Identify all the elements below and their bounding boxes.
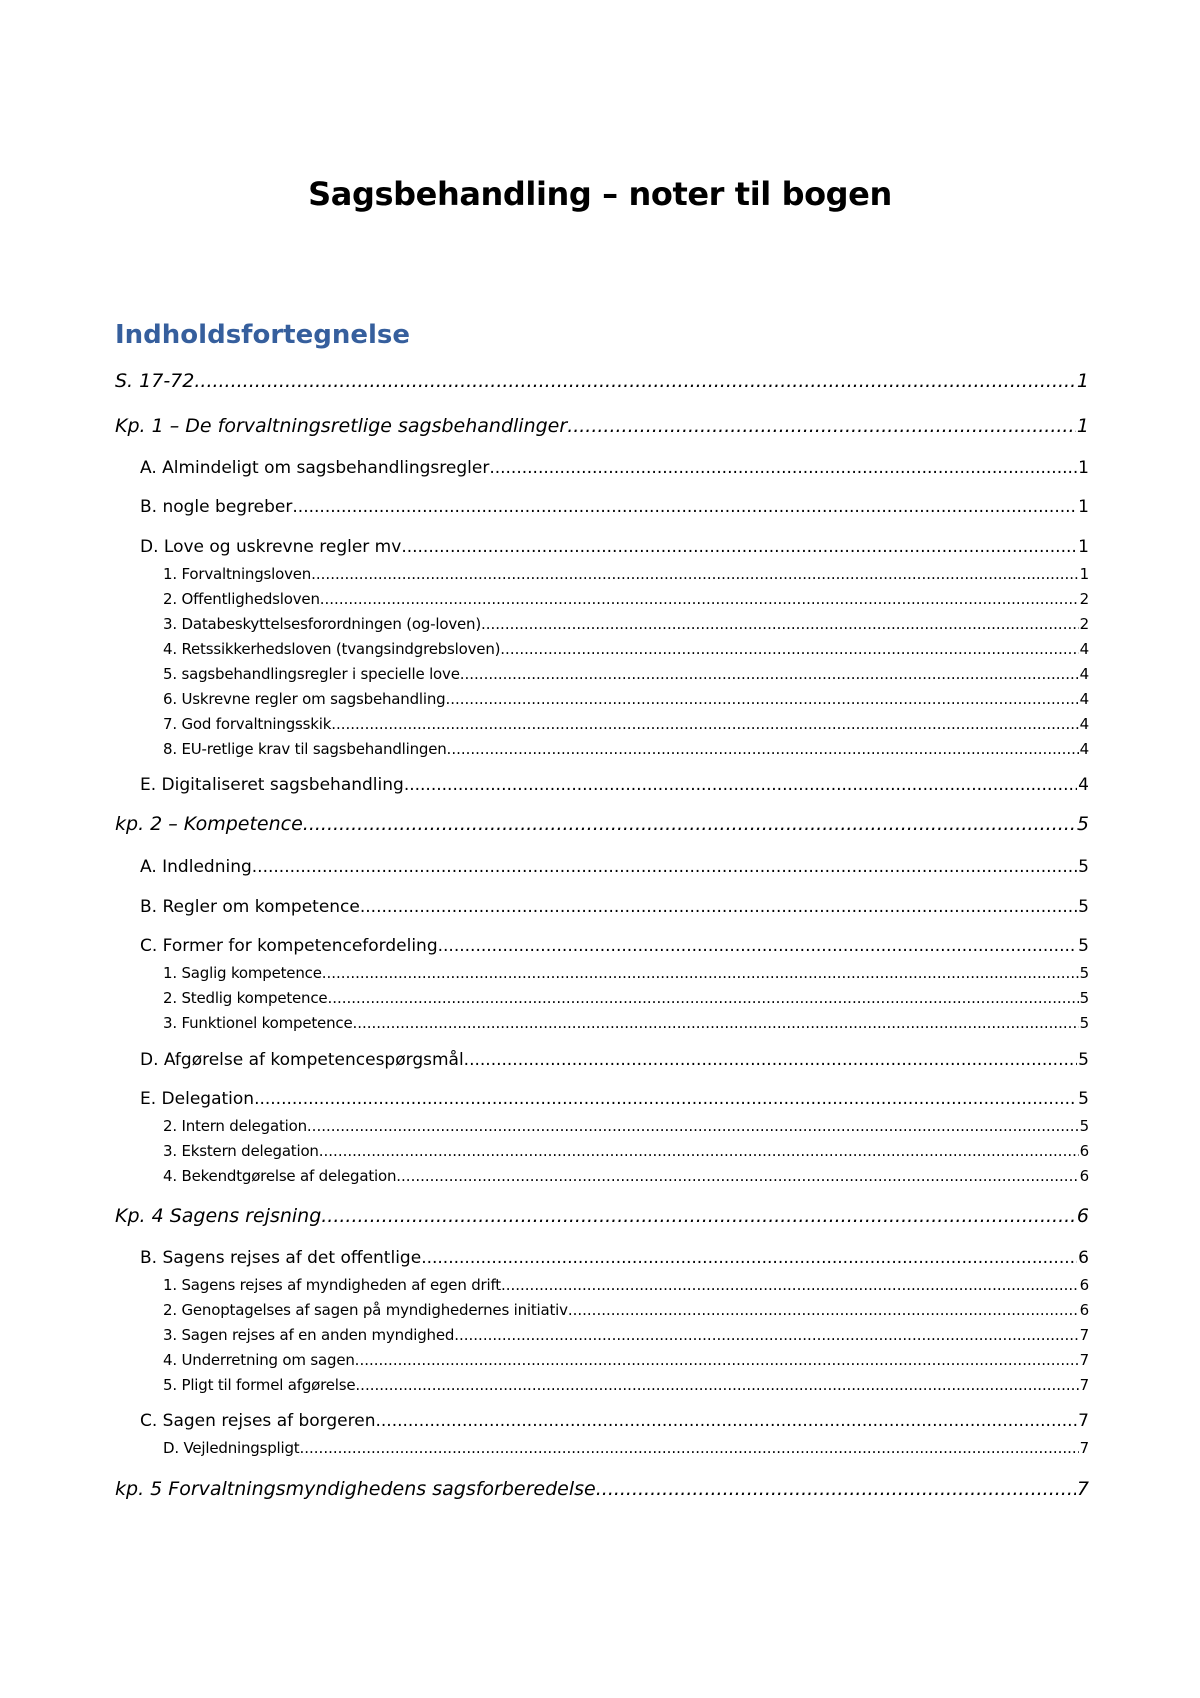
toc-entry[interactable] bbox=[115, 1476, 1089, 1502]
toc-page-number: 7 bbox=[1079, 1439, 1089, 1457]
toc-page-number: 5 bbox=[1079, 1014, 1089, 1032]
toc-leader-dots bbox=[355, 1374, 1078, 1396]
toc-leader-dots bbox=[568, 1299, 1079, 1321]
toc-page-number: 6 bbox=[1079, 1276, 1089, 1294]
toc-entry[interactable] bbox=[140, 1246, 1089, 1270]
toc-page-number: 1 bbox=[1076, 415, 1089, 437]
toc-leader-dots bbox=[303, 811, 1076, 837]
toc-entry[interactable] bbox=[115, 368, 1089, 394]
toc-leader-dots bbox=[404, 773, 1077, 797]
toc-leader-dots bbox=[375, 1409, 1077, 1433]
toc-leader-dots bbox=[307, 1115, 1079, 1137]
toc-entry-title: B. Regler om kompetence bbox=[140, 897, 360, 917]
toc-leader-dots bbox=[567, 413, 1076, 439]
toc-entry-title: 2. Stedlig kompetence bbox=[163, 989, 328, 1007]
toc-page-number: 1 bbox=[1079, 565, 1089, 583]
toc-entry-title: C. Former for kompetencefordeling bbox=[140, 936, 438, 956]
toc-entry-title: 7. God forvaltningsskik bbox=[163, 715, 332, 733]
toc-entry[interactable] bbox=[163, 1012, 1089, 1034]
toc-page-number: 1 bbox=[1078, 537, 1089, 557]
toc-entry-title: 4. Bekendtgørelse af delegation bbox=[163, 1167, 397, 1185]
toc-leader-dots bbox=[401, 535, 1077, 559]
toc-entry[interactable] bbox=[163, 713, 1089, 735]
toc-leader-dots bbox=[319, 1140, 1079, 1162]
toc-entry[interactable] bbox=[140, 495, 1089, 519]
toc-entry-title: E. Digitaliseret sagsbehandling bbox=[140, 775, 404, 795]
toc-entry-title: S. 17-72 bbox=[115, 370, 195, 392]
toc-page-number: 4 bbox=[1079, 690, 1089, 708]
toc-entry[interactable] bbox=[140, 855, 1089, 879]
toc-page-number: 4 bbox=[1079, 715, 1089, 733]
toc-entry-title: 3. Funktionel kompetence bbox=[163, 1014, 353, 1032]
toc-leader-dots bbox=[322, 962, 1079, 984]
toc-leader-dots bbox=[438, 934, 1078, 958]
toc-entry[interactable] bbox=[115, 1203, 1089, 1229]
toc-entry[interactable] bbox=[163, 1299, 1089, 1321]
toc-entry[interactable] bbox=[163, 1324, 1089, 1346]
toc-entry[interactable] bbox=[163, 638, 1089, 660]
toc-entry[interactable] bbox=[163, 1437, 1089, 1459]
toc-leader-dots bbox=[454, 1324, 1078, 1346]
toc-leader-dots bbox=[352, 1012, 1078, 1034]
toc-entry[interactable] bbox=[163, 987, 1089, 1009]
toc-entry[interactable] bbox=[140, 535, 1089, 559]
toc-page-number: 4 bbox=[1079, 640, 1089, 658]
toc-page-number: 6 bbox=[1079, 1142, 1089, 1160]
toc-entry-title: D. Afgørelse af kompetencespørgsmål bbox=[140, 1050, 464, 1070]
toc-leader-dots bbox=[501, 1274, 1079, 1296]
toc-entry-title: E. Delegation bbox=[140, 1089, 255, 1109]
toc-page-number: 5 bbox=[1079, 1117, 1089, 1135]
toc-entry[interactable] bbox=[163, 1374, 1089, 1396]
toc-entry[interactable] bbox=[163, 688, 1089, 710]
toc-entry[interactable] bbox=[115, 811, 1089, 837]
toc-page-number: 2 bbox=[1079, 590, 1089, 608]
toc-page-number: 7 bbox=[1078, 1411, 1089, 1431]
toc-entry[interactable] bbox=[140, 456, 1089, 480]
toc-entry[interactable] bbox=[115, 413, 1089, 439]
toc-entry-title: 1. Saglig kompetence bbox=[163, 964, 322, 982]
toc-leader-dots bbox=[481, 613, 1079, 635]
toc-entry-title: Kp. 1 – De forvaltningsretlige sagsbehandlinger bbox=[115, 415, 568, 437]
toc-entry-title: D. Love og uskrevne regler mv bbox=[140, 537, 402, 557]
toc-page-number: 5 bbox=[1079, 989, 1089, 1007]
toc-leader-dots bbox=[320, 588, 1079, 610]
toc-leader-dots bbox=[596, 1476, 1076, 1502]
toc-page-number: 6 bbox=[1079, 1167, 1089, 1185]
toc-leader-dots bbox=[355, 1349, 1079, 1371]
toc-entry-title: 3. Sagen rejses af en anden myndighed bbox=[163, 1326, 455, 1344]
toc-entry-title: kp. 5 Forvaltningsmyndighedens sagsforberedelse bbox=[115, 1478, 596, 1500]
toc-page-number: 6 bbox=[1079, 1301, 1089, 1319]
toc-entry-title: kp. 2 – Kompetence bbox=[115, 813, 303, 835]
toc-page-number: 2 bbox=[1079, 615, 1089, 633]
toc-leader-dots bbox=[396, 1165, 1078, 1187]
toc-entry[interactable] bbox=[163, 613, 1089, 635]
toc-entry[interactable] bbox=[163, 738, 1089, 760]
toc-entry[interactable] bbox=[163, 588, 1089, 610]
toc-entry-title: 5. sagsbehandlingsregler i specielle love bbox=[163, 665, 460, 683]
toc-entry-title: 2. Intern delegation bbox=[163, 1117, 307, 1135]
toc-entry[interactable] bbox=[140, 895, 1089, 919]
toc-leader-dots bbox=[311, 563, 1079, 585]
toc-page-number: 5 bbox=[1078, 936, 1089, 956]
toc-entry-title: 3. Ekstern delegation bbox=[163, 1142, 319, 1160]
toc-leader-dots bbox=[500, 638, 1078, 660]
toc-page-number: 1 bbox=[1078, 458, 1089, 478]
toc-page-number: 1 bbox=[1076, 370, 1089, 392]
toc-entry[interactable] bbox=[163, 1140, 1089, 1162]
toc-entry-title: A. Indledning bbox=[140, 857, 252, 877]
toc-entry[interactable] bbox=[140, 1048, 1089, 1072]
toc-leader-dots bbox=[464, 1048, 1078, 1072]
toc-page-number: 1 bbox=[1078, 497, 1089, 517]
toc-page-number: 5 bbox=[1078, 857, 1089, 877]
document-title: Sagsbehandling – noter til bogen bbox=[308, 175, 892, 213]
toc-entry-title: Kp. 4 Sagens rejsning bbox=[115, 1205, 322, 1227]
toc-page-number: 5 bbox=[1078, 1050, 1089, 1070]
toc-leader-dots bbox=[292, 495, 1077, 519]
toc-entry[interactable] bbox=[140, 934, 1089, 958]
toc-entry-title: B. Sagens rejses af det offentlige bbox=[140, 1248, 422, 1268]
toc-entry-title: 1. Forvaltningsloven bbox=[163, 565, 312, 583]
toc-page-number: 7 bbox=[1079, 1351, 1089, 1369]
toc-heading: Indholdsfortegnelse bbox=[115, 320, 411, 350]
toc-leader-dots bbox=[321, 1203, 1076, 1229]
toc-page-number: 5 bbox=[1076, 813, 1089, 835]
toc-entry-title: 6. Uskrevne regler om sagsbehandling bbox=[163, 690, 446, 708]
toc-leader-dots bbox=[447, 738, 1079, 760]
toc-entry[interactable] bbox=[140, 1087, 1089, 1111]
toc-entry-title: B. nogle begreber bbox=[140, 497, 293, 517]
toc-entry-title: 3. Databeskyttelsesforordningen (og-loven) bbox=[163, 615, 481, 633]
toc-entry-title: A. Almindeligt om sagsbehandlingsregler bbox=[140, 458, 490, 478]
toc-leader-dots bbox=[460, 663, 1079, 685]
toc-leader-dots bbox=[421, 1246, 1077, 1270]
toc-entry[interactable] bbox=[163, 1165, 1089, 1187]
toc-leader-dots bbox=[254, 1087, 1077, 1111]
toc-page-number: 5 bbox=[1078, 1089, 1089, 1109]
toc-leader-dots bbox=[445, 688, 1078, 710]
toc-entry[interactable] bbox=[140, 1409, 1089, 1433]
toc-page-number: 4 bbox=[1079, 740, 1089, 758]
toc-page-number: 7 bbox=[1079, 1376, 1089, 1394]
toc-entry[interactable] bbox=[163, 1115, 1089, 1137]
toc-entry-title: 8. EU-retlige krav til sagsbehandlingen bbox=[163, 740, 447, 758]
toc-entry[interactable] bbox=[163, 563, 1089, 585]
toc-entry-title: 1. Sagens rejses af myndigheden af egen drift bbox=[163, 1276, 501, 1294]
toc-page-number: 6 bbox=[1078, 1248, 1089, 1268]
toc-leader-dots bbox=[252, 855, 1077, 879]
toc-entry-title: C. Sagen rejses af borgeren bbox=[140, 1411, 376, 1431]
toc-leader-dots bbox=[299, 1437, 1078, 1459]
toc-leader-dots bbox=[331, 713, 1078, 735]
toc-entry[interactable] bbox=[163, 1349, 1089, 1371]
toc-entry[interactable] bbox=[140, 773, 1089, 797]
toc-page-number: 4 bbox=[1078, 775, 1089, 795]
toc-page-number: 7 bbox=[1079, 1326, 1089, 1344]
toc-entry-title: 2. Offentlighedsloven bbox=[163, 590, 320, 608]
toc-entry-title: D. Vejledningspligt bbox=[163, 1439, 300, 1457]
toc-page-number: 5 bbox=[1079, 964, 1089, 982]
toc-entry[interactable] bbox=[163, 663, 1089, 685]
toc-leader-dots bbox=[327, 987, 1078, 1009]
toc-entry-title: 5. Pligt til formel afgørelse bbox=[163, 1376, 356, 1394]
toc-leader-dots bbox=[360, 895, 1077, 919]
toc-leader-dots bbox=[194, 368, 1076, 394]
toc-entry-title: 4. Underretning om sagen bbox=[163, 1351, 355, 1369]
toc-entry[interactable] bbox=[163, 962, 1089, 984]
toc-page-number: 5 bbox=[1078, 897, 1089, 917]
toc-page-number: 4 bbox=[1079, 665, 1089, 683]
toc-entry-title: 4. Retssikkerhedsloven (tvangsindgrebsloven) bbox=[163, 640, 501, 658]
toc-leader-dots bbox=[489, 456, 1077, 480]
toc-entry-title: 2. Genoptagelses af sagen på myndighedernes initiativ bbox=[163, 1301, 568, 1319]
toc-entry[interactable] bbox=[163, 1274, 1089, 1296]
toc-page-number: 7 bbox=[1076, 1478, 1089, 1500]
toc-page-number: 6 bbox=[1076, 1205, 1089, 1227]
